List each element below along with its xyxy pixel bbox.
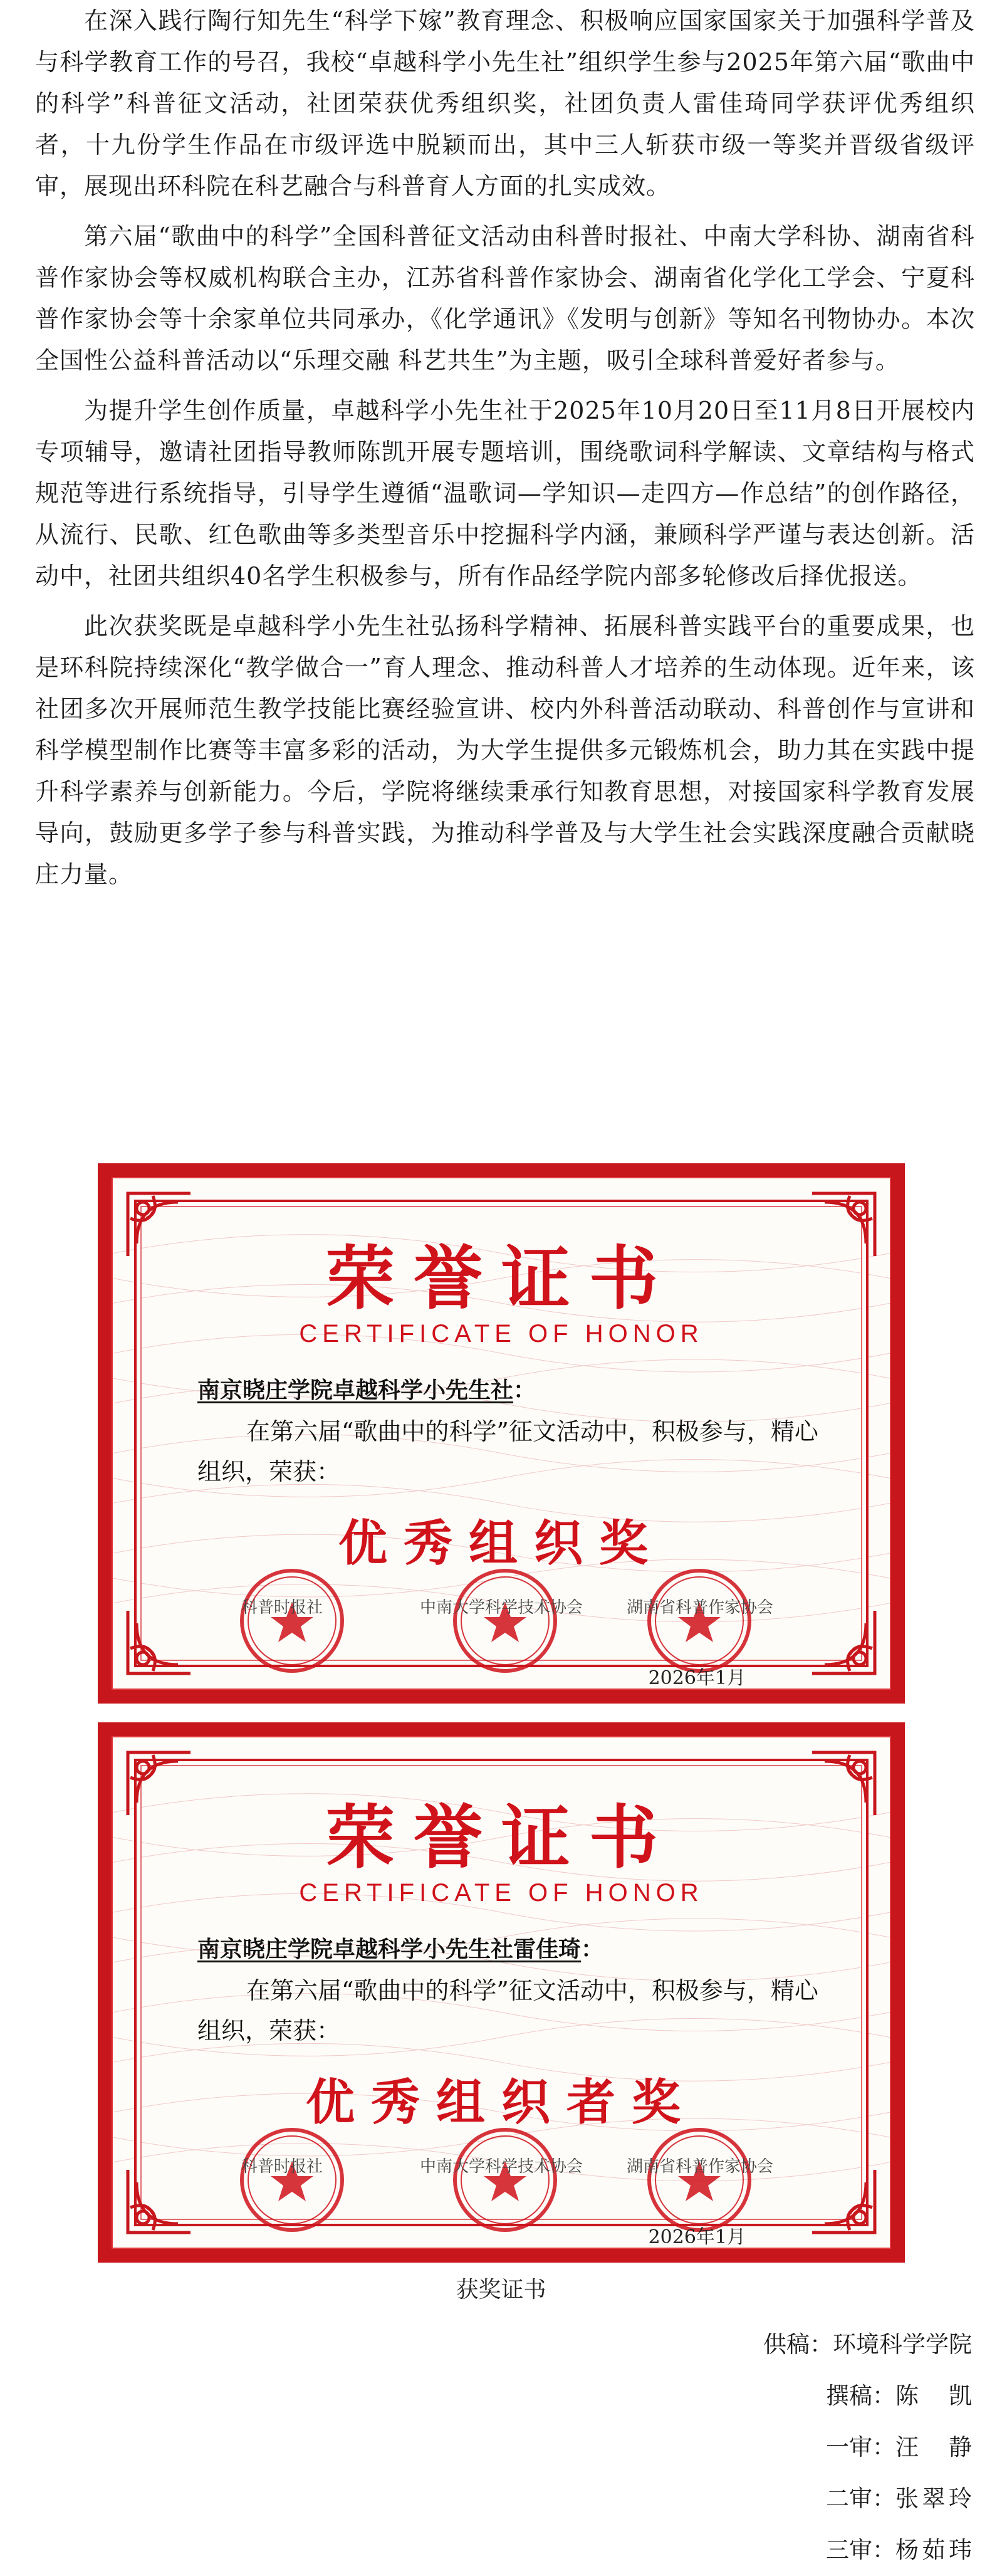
recipient-name: 南京晓庄学院卓越科学小先生社雷佳琦 (197, 1936, 582, 1962)
seal-stamp (451, 1567, 559, 1675)
credit-role: 一审： (826, 2434, 895, 2461)
certificate-subtitle: CERTIFICATE OF HONOR (299, 1320, 704, 1348)
recipient-colon: ： (513, 1377, 536, 1403)
article (35, 0, 975, 895)
corner-ornament (122, 1605, 197, 1680)
seal-label: 科普时报社 (241, 2157, 323, 2175)
certificate-image (98, 1722, 905, 2263)
credit-line (709, 2422, 972, 2473)
certificate-recipient (197, 1932, 603, 1964)
credit-role: 二审： (826, 2485, 895, 2512)
certificate-title: 荣誉证书 (326, 1797, 677, 1878)
recipient-name: 南京晓庄学院卓越科学小先生社 (197, 1377, 514, 1403)
seal-label: 湖南省科普作家协会 (627, 1598, 774, 1616)
credit-line (709, 2319, 972, 2370)
seal-stamp (238, 2126, 346, 2234)
credit-role: 三审： (826, 2537, 895, 2563)
certificate-paper (112, 1736, 891, 2249)
credit-person: 环境科学学院 (833, 2331, 972, 2358)
article-paragraph: 第六届“歌曲中的科学”全国科普征文活动由科普时报社、中南大学科协、湖南省科普作家协会等权威机构联合主办，江苏省科普作家协会、湖南省化学化工学会、宁夏科普作家协会等十余家单位共同承办，《化学通讯》《发明与创新》等知名刊物协办。本次全国性公益科普活动以“乐理交融 科艺共生”为主题，吸引全球科普爱好者参与。 (35, 223, 975, 374)
certificate-recipient (197, 1373, 536, 1405)
credit-role: 撰稿： (826, 2382, 895, 2409)
credit-person: 陈凯 (895, 2382, 972, 2409)
credit-person: 张翠玲 (895, 2485, 972, 2512)
credit-role: 供稿： (763, 2331, 833, 2358)
corner-ornament (122, 2164, 197, 2239)
certificate-date: 2026年1月 (648, 1667, 746, 1689)
certificate-date: 2026年1月 (648, 2226, 746, 2248)
credit-person: 杨茹玮 (895, 2537, 972, 2563)
corner-ornament (806, 2164, 881, 2239)
image-caption: 获奖证书 (456, 2276, 546, 2302)
corner-ornament (806, 1605, 881, 1680)
seal-stamp (451, 2126, 559, 2234)
certificate-image (98, 1163, 905, 1704)
seal-stamp (645, 2126, 753, 2234)
certificate-award: 优秀组织奖 (338, 1515, 664, 1572)
seal-label: 科普时报社 (241, 1598, 323, 1616)
seal-stamp (645, 1567, 753, 1675)
certificate-subtitle: CERTIFICATE OF HONOR (299, 1879, 704, 1907)
credit-line (709, 2525, 972, 2576)
certificate-title: 荣誉证书 (326, 1238, 677, 1319)
seal-label: 中南大学科学技术协会 (420, 2157, 583, 2175)
seal-label: 中南大学科学技术协会 (420, 1598, 583, 1616)
certificate-body: 在第六届“歌曲中的科学”征文活动中，积极参与，精心组织，荣获： (197, 1977, 818, 2045)
article-paragraph: 此次获奖既是卓越科学小先生社弘扬科学精神、拓展科普实践平台的重要成果，也是环科院持续深化“教学做合一”育人理念、推动科普人才培养的生动体现。近年来，该社团多次开展师范生教学技能比赛经验宣讲、校内外科普活动联动、科普创作与宣讲和科学模型制作比赛等丰富多彩的活动，为大学生提供多元锻炼机会，助力其在实践中提升科学素养与创新能力。今后，学院将继续秉承行知教育思想，对接国家科学教育发展导向，鼓励更多学子参与科普实践，为推动科学普及与大学生社会实践深度融合贡献晓庄力量。 (35, 612, 975, 888)
article-paragraph: 在深入践行陶行知先生“科学下嫁”教育理念、积极响应国家国家关于加强科学普及与科学教育工作的号召，我校“卓越科学小先生社”组织学生参与2025年第六届“歌曲中的科学”科普征文活动，社团荣获优秀组织奖，社团负责人雷佳琦同学获评优秀组织者，十九份学生作品在市级评选中脱颖而出，其中三人斩获市级一等奖并晋级省级评审，展现出环科院在科艺融合与科普育人方面的扎实成效。 (35, 7, 975, 200)
credit-line (709, 2370, 972, 2422)
credit-line (709, 2473, 972, 2525)
credit-person: 汪静 (895, 2434, 972, 2461)
credits-block (709, 2319, 972, 2576)
recipient-colon: ： (581, 1936, 604, 1962)
article-paragraph: 为提升学生创作质量，卓越科学小先生社于2025年10月20日至11月8日开展校内专项辅导，邀请社团指导教师陈凯开展专题培训，围绕歌词科学解读、文章结构与格式规范等进行系统指导，引导学生遵循“温歌词—学知识—走四方—作总结”的创作路径，从流行、民歌、红色歌曲等多类型音乐中挖掘科学内涵，兼顾科学严谨与表达创新。活动中，社团共组织40名学生积极参与，所有作品经学院内部多轮修改后择优报送。 (35, 397, 975, 590)
seal-stamp (238, 1567, 346, 1675)
certificate-paper (112, 1177, 891, 1690)
certificate-body: 在第六届“歌曲中的科学”征文活动中，积极参与，精心组织，荣获： (197, 1418, 818, 1485)
seal-label: 湖南省科普作家协会 (627, 2157, 774, 2175)
certificate-award: 优秀组织者奖 (305, 2074, 697, 2131)
